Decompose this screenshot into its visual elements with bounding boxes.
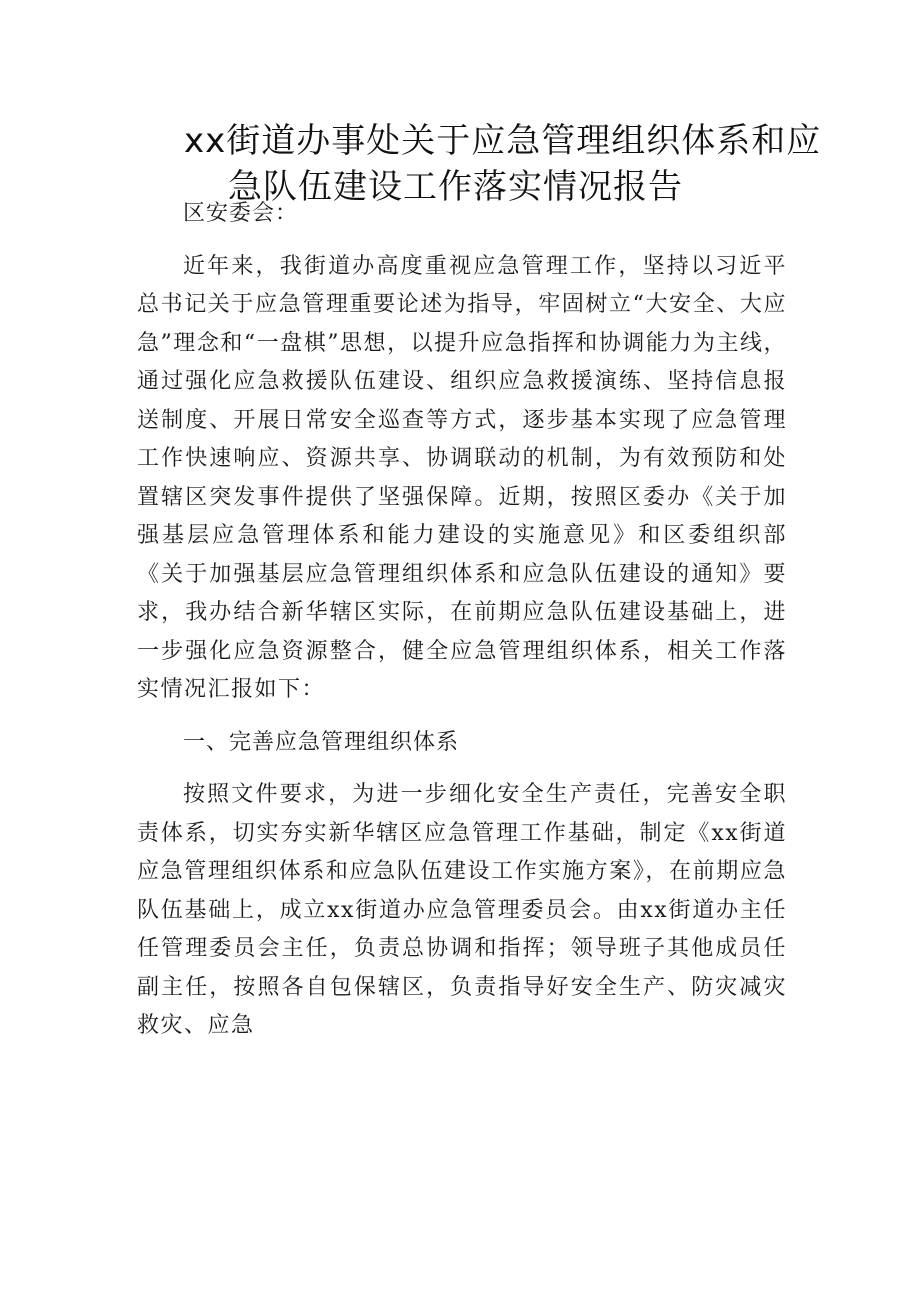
section-heading: 一、完善应急管理组织体系 — [183, 729, 460, 755]
document-body — [137, 195, 787, 1046]
title-line-2: 急队伍建设工作落实情况报告 — [228, 167, 683, 207]
section-paragraph: 按照文件要求，为进一步细化安全生产责任，完善安全职责体系，切实夯实新华辖区应急管理工作基础，制定《xx街道应急管理组织体系和应急队伍建设工作实施方案》，在前期应急队伍基础上，成立xx街道办应急管理委员会。由xx街道办主任任管理委员会主任，负责总协调和指挥；领导班子其他成员任副主任，按照各自包保辖区，负责指导好安全生产、防灾减灾救灾、应急 — [137, 782, 787, 1038]
title-line-1: xx街道办事处关于应急管理组织体系和应 — [184, 121, 822, 161]
intro-paragraph: 近年来，我街道办高度重视应急管理工作，坚持以习近平总书记关于应急管理重要论述为指导，牢固树立“大安全、大应急”理念和“一盘棋”思想，以提升应急指挥和协调能力为主线，通过强化应急救援队伍建设、组织应急救援演练、坚持信息报送制度、开展日常安全巡查等方式，逐步基本实现了应急管理工作快速响应、资源共享、协调联动的机制，为有效预防和处置辖区突发事件提供了坚强保障。近期，按照区委办《关于加强基层应急管理体系和能力建设的实施意见》和区委组织部《关于加强基层应急管理组织体系和应急队伍建设的通知》要求，我办结合新华辖区实际，在前期应急队伍建设基础上，进一步强化应急资源整合，健全应急管理组织体系，相关工作落实情况汇报如下： — [137, 253, 787, 702]
salutation: 区安委会： — [183, 201, 299, 226]
